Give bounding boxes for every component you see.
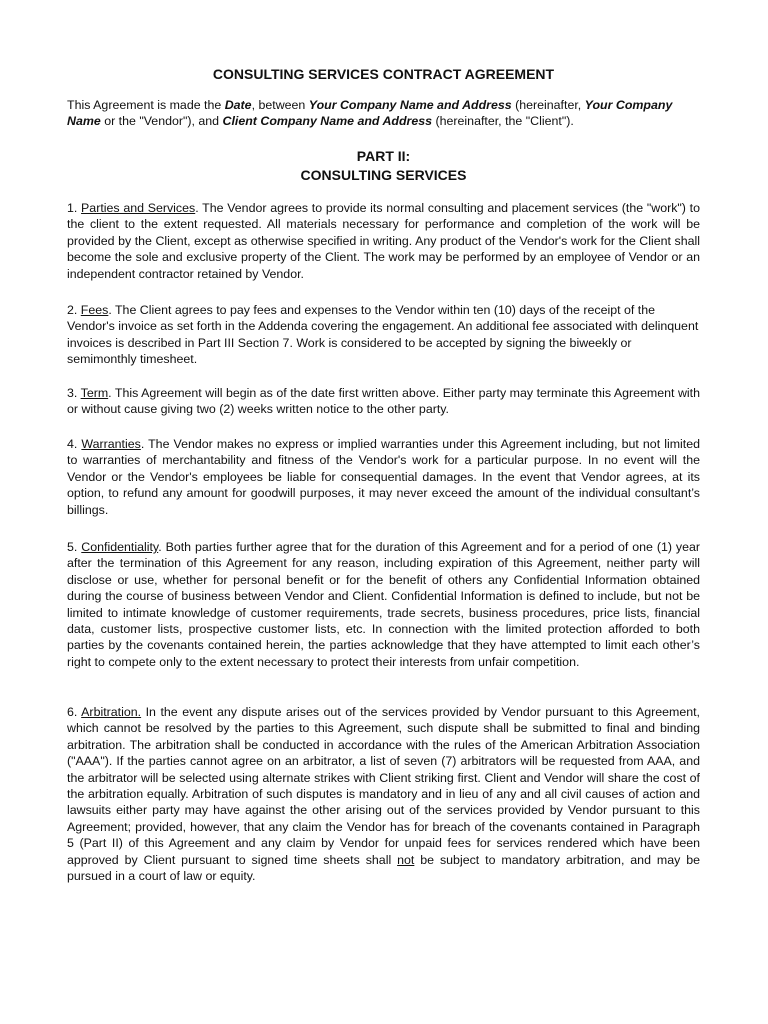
intro-paragraph [67, 97, 700, 130]
company-name-placeholder: Your Company Name [67, 98, 673, 129]
section-heading: Arbitration. [81, 705, 142, 719]
section-heading: Warranties [81, 437, 141, 451]
document-title: CONSULTING SERVICES CONTRACT AGREEMENT [212, 66, 555, 82]
intro-text-2: , between [251, 98, 309, 112]
date-placeholder: Date [224, 98, 252, 112]
intro-text-3: (hereinafter, [511, 98, 585, 112]
section-number: 5. [67, 540, 82, 554]
part-number: PART II: [356, 148, 411, 164]
section-number: 2. [67, 303, 81, 317]
section-confidentiality [67, 539, 700, 670]
section-fees [67, 302, 700, 368]
section-parties-and-services [67, 200, 700, 282]
section-body-part-2: be subject to mandatory arbitration, and may be pursued in a court of law or equity. [67, 852, 700, 884]
section-number: 6. [67, 705, 82, 719]
section-number: 4. [67, 437, 82, 451]
section-warranties [67, 436, 700, 518]
section-body: . The Client agrees to pay fees and expenses to the Vendor within ten (10) days of the receipt of the Vendor's invoice as set forth in the Addenda covering the engagement. An additional fee associated with delinquent invoices is described in Part III Section 7. Work is considered to be accepted by signing the biweekly or semimonthly timesheet. [67, 303, 699, 367]
section-body: . This Agreement will begin as of the date first written above. Either party may terminate this Agreement with or without cause giving two (2) weeks written notice to the other party. [67, 386, 700, 417]
section-body: . Both parties further agree that for the duration of this Agreement and for a period of one (1) year after the termination of this Agreement for any reason, including expiration of this Agreement, neither party will disclose or use, whether for personal benefit or for the benefit of others any Confidential Information obtained during the course of business between Vendor and Client. Confidential Information is defined to include, but not be limited to intimate knowledge of customer requirements, trade secrets, business procedures, price lists, financial data, customer lists, prospective customer lists, etc. In connection with the limited protection afforded to both parties by the covenants contained herein, the parties acknowledge that they have attempted to limit each other’s right to compete only to the extent necessary to protect their interests from unfair competition. [67, 540, 701, 669]
section-arbitration [67, 704, 700, 884]
section-body-part-1: In the event any dispute arises out of the services provided by Vendor pursuant to this Agreement, which cannot be resolved by the parties to this Agreement, such dispute shall be submitted to final and binding arbitration. The arbitration shall be conducted in accordance with the rules of the American Arbitration Association ("AAA"). If the parties cannot agree on an arbitrator, a list of seven (7) arbitrators will be requested from AAA, and the arbitrator will be selected using alternate strikes with Client striking first. Client and Vendor will share the cost of the arbitration equally. Arbitration of such disputes is mandatory and in lieu of any and all civil causes of action and lawsuits either party may have against the other arising out of the services provided by Vendor pursuant to this Agreement; provided, however, that any claim the Vendor has for breach of the covenants contained in Paragraph 5 (Part II) of this Agreement and any claim by Vendor for unpaid fees for services rendered which have been approved by Client pursuant to signed time sheets shall [67, 705, 700, 867]
part-title: CONSULTING SERVICES [300, 167, 467, 183]
part-heading [67, 147, 700, 185]
section-heading: Term [80, 386, 109, 400]
section-body: . The Vendor makes no express or implied warranties under this Agreement including, but not limited to warranties of merchantability and fitness of the Vendor's work for a particular purpose. In no event will the Vendor or the Vendor's employees be liable for consequential damages. In the event that Vendor agrees, at its option, to refund any amount for goodwill purposes, it may never exceed the amount of the individual consultant’s billings. [67, 437, 700, 517]
section-number: 3. [67, 386, 81, 400]
section-heading: Fees [80, 303, 109, 317]
intro-text-4: or the "Vendor"), and [100, 114, 223, 129]
section-number: 1. [67, 201, 82, 215]
section-term [67, 385, 700, 418]
section-heading: Confidentiality [81, 540, 159, 554]
intro-text-1: This Agreement is made the [67, 98, 225, 112]
intro-text-5: (hereinafter, the "Client"). [432, 114, 574, 129]
section-heading: Parties and Services [81, 201, 196, 215]
company-address-placeholder: Your Company Name and Address [308, 98, 512, 112]
client-address-placeholder: Client Company Name and Address [222, 114, 433, 129]
emphasis-not: not [397, 852, 415, 867]
section-body: . The Vendor agrees to provide its normal consulting and placement services (the "work") to the client to the extent requested. All materials necessary for performance and completion of the work will be provided by the Client, except as otherwise specified in writing. Any product of the Vendor's work for the Client shall become the sole and exclusive property of the Client. The work may be performed by an employee of Vendor or an independent contractor retained by Vendor. [67, 201, 700, 281]
